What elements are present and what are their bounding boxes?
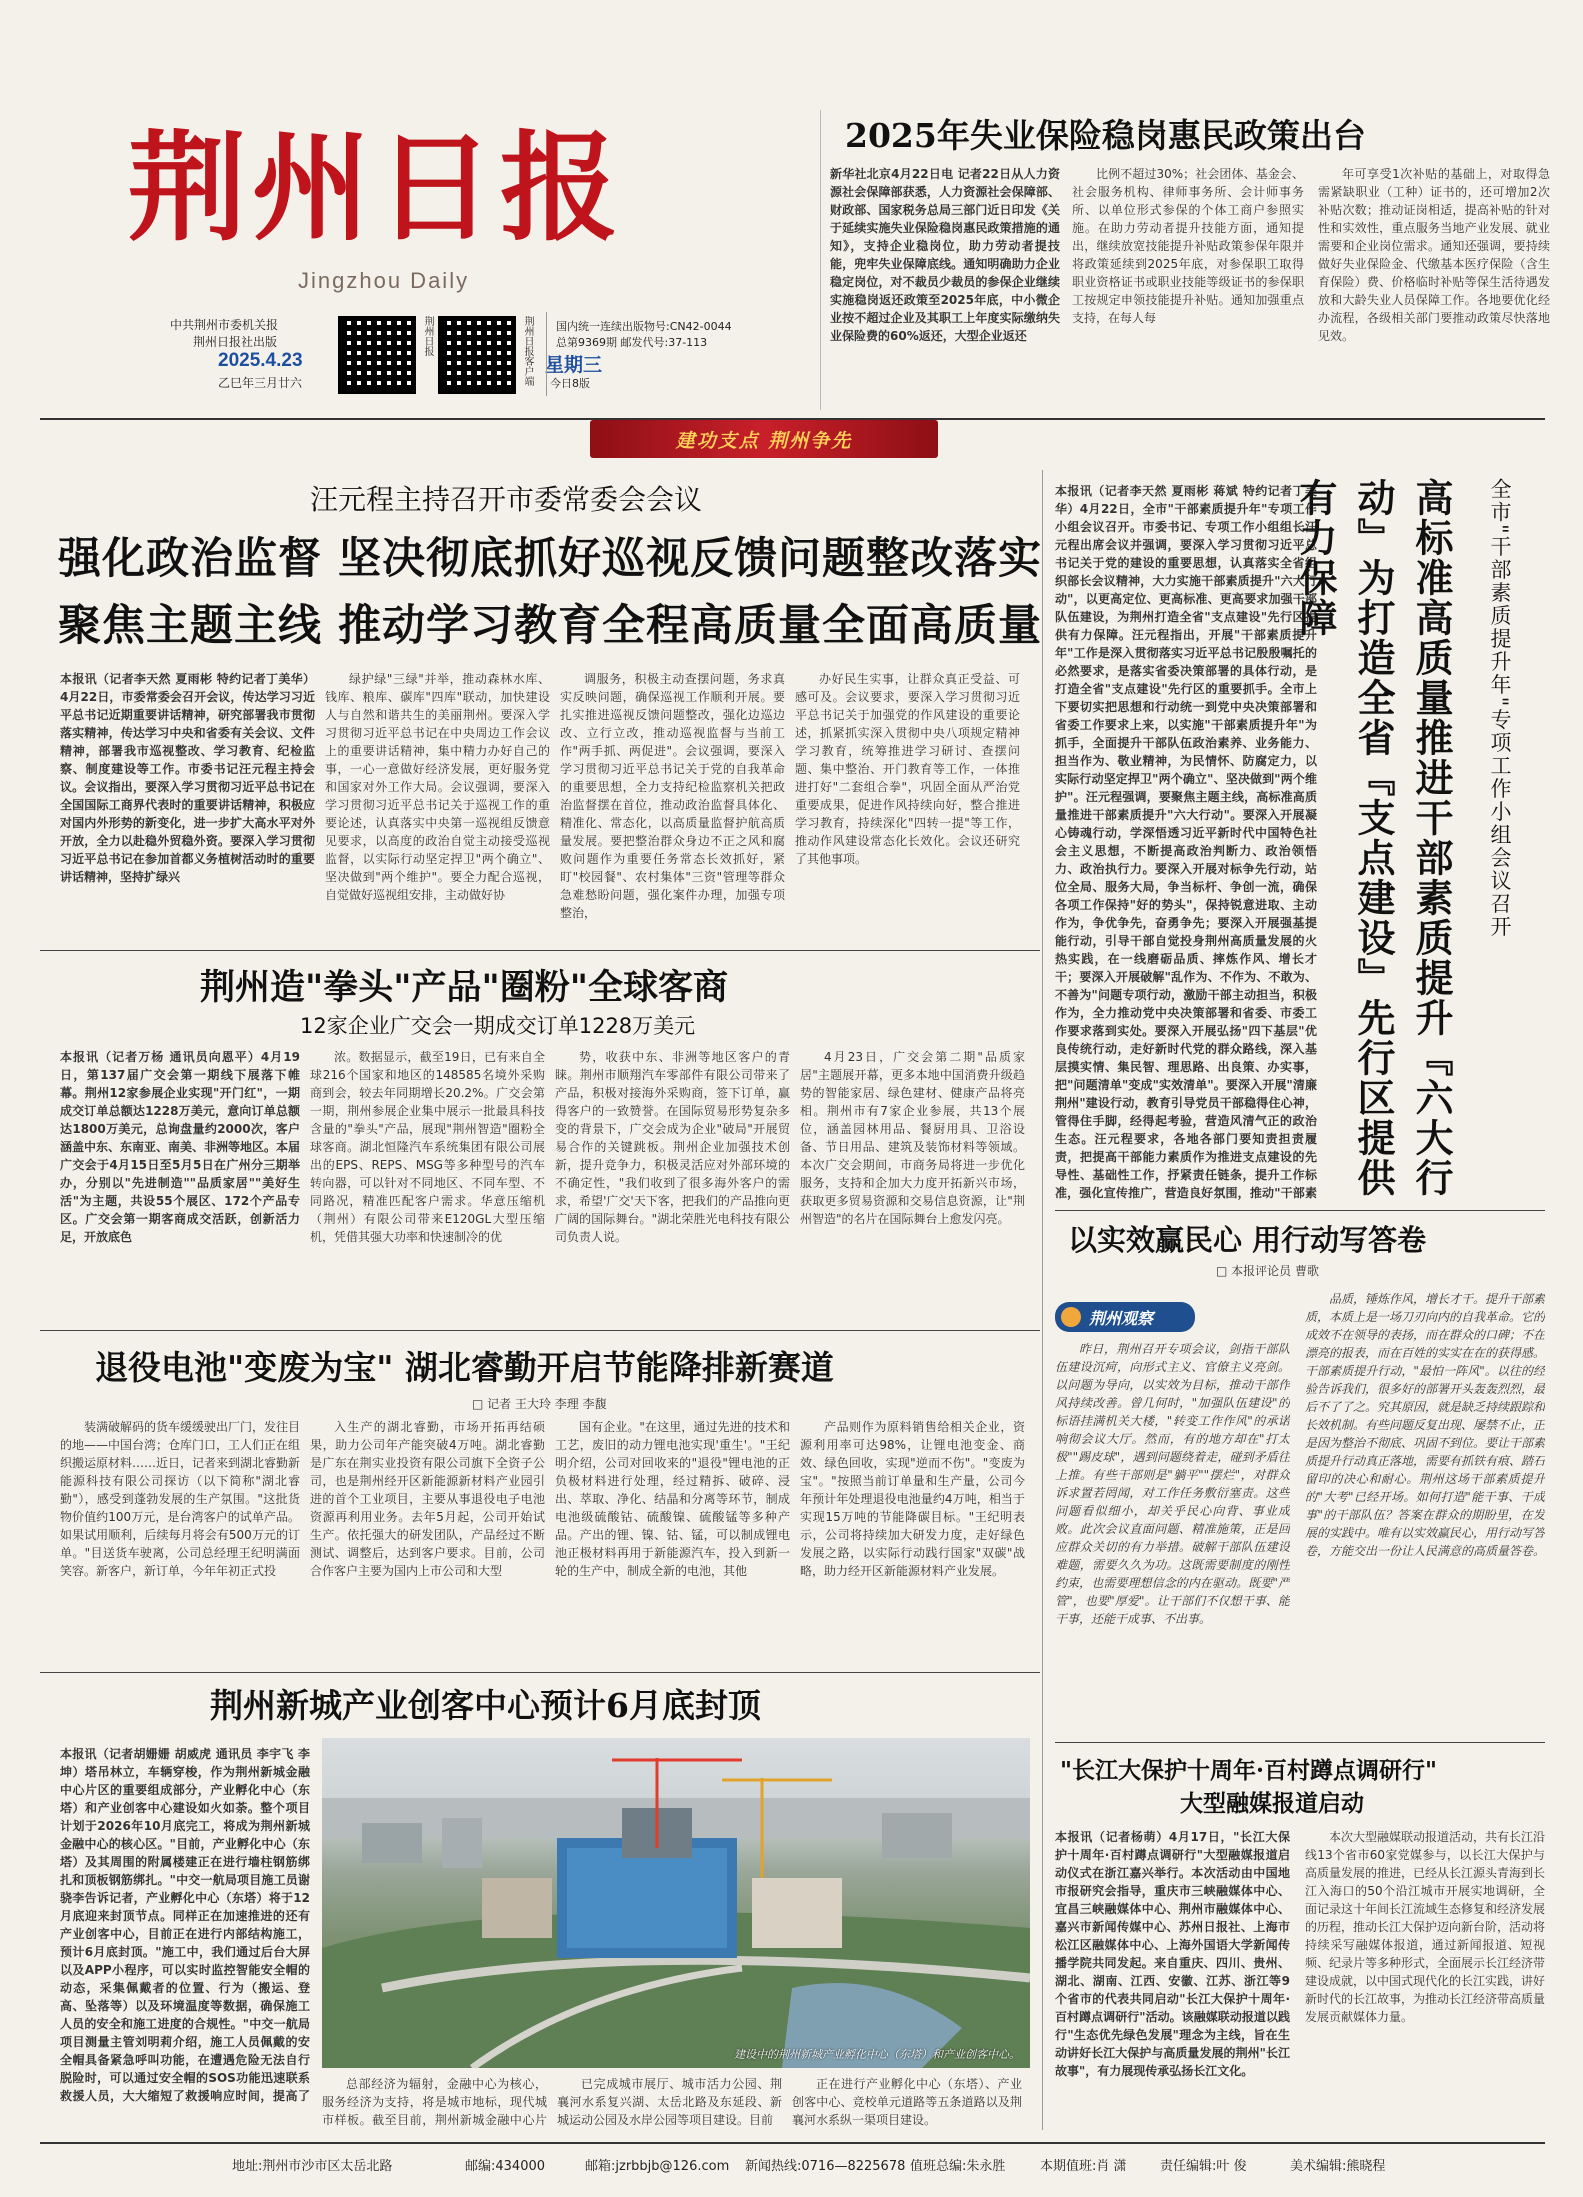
article-innovation-col3 xyxy=(557,2075,782,2129)
slogan-banner xyxy=(590,420,938,458)
headline-yangtze-2: 大型融媒报道启动 xyxy=(1180,1790,1364,1817)
qr-label-newspaper: 荆州日报 xyxy=(422,316,433,356)
photo-caption: 建设中的荆州新城产业孵化中心（东塔）和产业创客中心。 xyxy=(734,2048,1020,2061)
lunar-date: 乙巳年三月廿六 xyxy=(218,376,303,390)
article-text: 品质，锤炼作风，增长才干。提升干部素质，本质上是一场刀刃向内的自我革命。它的成效不在领导的表扬，而在群众的口碑；不在漂亮的报表，而在百姓的实实在在的获得感。干部素质提升行动，"最怕一阵风"。以往的经验告诉我们，很多好的部署开头轰轰烈烈，最后不了了之。究其原因，就是缺乏持续跟踪和长效机制。有些问题反复出现、屡禁不止，正是因为整治不彻底、巩固不到位。要让干部素质提升行动真正落地，需要有抓铁有痕、踏石留印的决心和耐心。荆州这场干部素质提升的"大考"已经开场。如何打造"能干事、干成事"的干部队伍？答案在群众的期盼里，在发展的实践中。唯有以实效赢民心，用行动写答卷，方能交出一份让人民满意的高质量答卷。 xyxy=(1305,1292,1545,1558)
issue-date: 2025.4.23 xyxy=(218,350,303,371)
article-text: 新华社北京4月22日电 记者22日从人力资源社会保障部获悉，人力资源社会保障部、财政部、国家税务总局三部门近日印发《关于延续实施失业保险稳岗惠民政策措施的通知》，支持企业稳岗位，助力劳动者提技能，兜牢失业保障底线。通知明确助力企业稳定岗位，对不裁员少裁员的参保企业继续实施稳岗返还政策至2025年底，中小微企业按不超过企业及其职工上年度实际缴纳失业保险费的60%返还，大型企业返还 xyxy=(830,167,1060,343)
article-text: 已完成城市展厅、城市活力公园、荆襄河水系复兴湖、太岳北路及东延段、新城运动公园及水岸公园等项目建设。目前 xyxy=(557,2077,782,2127)
footer-hotline: 新闻热线:0716—8225678 xyxy=(745,2159,906,2174)
footer-duty-editor: 本期值班:肖 潇 xyxy=(1040,2159,1127,2174)
article-text: 本次大型融媒联动报道活动，共有长江沿线13个省市60家党媒参与，以长江大保护与高质量发展的推进，已经从长江源头青海到长江入海口的50个沿江城市开展实地调研，全面记录这十年间长江流域生态修复和经济发展的历程，推动长江大保护迈向新台阶，活动将持续采写融媒体报道，通过新闻报道、短视频、纪录片等多种形式，全面展示长江经济带建设成就，以中国式现代化的长江实践，讲好新时代的长江故事，为推动长江经济带高质量发展贡献媒体力量。 xyxy=(1305,1830,1545,2024)
article-committee-col3 xyxy=(560,670,785,940)
page-count: 今日8版 xyxy=(550,377,590,390)
article-cadre xyxy=(1055,482,1317,1202)
footer-address: 地址:荆州市沙市区太岳北路 xyxy=(232,2159,393,2174)
article-innovation-col4 xyxy=(792,2075,1022,2129)
article-battery-col1 xyxy=(60,1418,300,1663)
footer-email: 邮箱:jzrbbjb@126.com xyxy=(585,2159,730,2174)
article-boxing-col1 xyxy=(60,1048,300,1318)
article-commentary-col2 xyxy=(1305,1290,1545,1735)
publisher-line-2: 荆州日报社出版 xyxy=(193,335,278,349)
article-text: 本报讯（记者胡姗姗 胡威虎 通讯员 李宇飞 李坤）塔吊林立，车辆穿梭，作为荆州新城金融中心片区的重要组成部分，产业孵化中心（东塔）和产业创客中心建设如火如荼。整个项目计划于2026年10月底完工，将成为荆州新城金融中心的核心区。"目前，产业孵化中心（东塔）及其周围的附属楼建正在进行墙柱钢筋绑扎和顶板钢筋绑扎。"中交一航局项目施工员谢骁李告诉记者，产业孵化中心（东塔）将于12月底迎来封顶节点。同样正在加速推进的还有产业创客中心，目前正在进行内部结构施工，预计6月底封顶。"施工中，我们通过后台大屏以及APP小程序，可以实时监控智能安全帽的动态，采集佩戴者的位置、行为（搬运、登高、坠落等）以及环境温度等数据，确保施工人员的安全和施工进度的合规性。"中交一航局项目测量主管刘明莉介绍，施工人员佩戴的安全帽具备紧急呼叫功能，在遭遇危险无法自行脱险时，可以通过安全帽的SOS功能迅速联系救援人员，大大缩短了救援响应时间，提高了 xyxy=(60,1747,310,2103)
footer-postcode: 邮编:434000 xyxy=(465,2159,546,2174)
article-text: 入生产的湖北睿勤，市场开拓再结硕果，助力公司年产能突破4万吨。湖北睿勤是广东在荆实业投资有限公司旗下全资子公司，也是荆州经开区新能源新材料产业园引进的首个工业项目，主要从事退役电子电池资源再利用业务。去年5月起，公司开始试生产。依托强大的研发团队，产品经过不断测试、调整后，达到客户要求。目前，公司合作客户主要为国内上市公司和大型 xyxy=(310,1420,545,1578)
headline-commentary: 以实效赢民心 用行动写答卷 xyxy=(1068,1223,1427,1257)
kicker-cadre: 全市"干部素质提升年"专项工作小组会议召开 xyxy=(1488,478,1512,939)
article-battery-col4 xyxy=(800,1418,1025,1663)
article-text: 4月23日，广交会第二期"品质家居"主题展开幕，更多本地中国消费升级趋势的智能家居、绿色建材、健康产品将亮相。荆州市有7家企业参展，共13个展位，涵盖园林用品、餐厨用具、卫浴设备、节日用品、建筑及装饰材料等领域。本次广交会期间，市商务局将进一步优化服务，支持和企加大力度开拓新兴市场，获取更多贸易资源和交易信息资源，让"荆州智造"的名片在国际舞台上愈发闪亮。 xyxy=(800,1050,1025,1226)
footer-editor: 责任编辑:叶 俊 xyxy=(1160,2159,1247,2174)
column-tag-text: 荆州观察 xyxy=(1089,1309,1154,1328)
article-battery-col2 xyxy=(310,1418,545,1663)
article-innovation-col1 xyxy=(60,1745,310,2105)
byline-battery: □ 记者 王大玲 李理 李馥 xyxy=(472,1397,607,1411)
article-text: 比例不超过30%；社会团体、基金会、社会服务机构、律师事务所、会计师事务所、以单位形式参保的个体工商户参照实施。在助力劳动者提升技能方面，通知提出，继续放宽技能提升补贴政策参保年限并将政策延续到2025年底，对参保职工取得职业资格证书或职业技能等级证书的参保职工按规定申领技能提升补贴。通知加强重点支持，在每人每 xyxy=(1072,167,1304,325)
article-text: 装满破解码的货车缓缓驶出厂门，发往目的地——中国台湾；仓库门口，工人们正在组织搬运原材料……近日，记者来到湖北睿勤新能源科技有限公司探访（以下简称"湖北睿勤"），感受到蓬勃发展的生产氛围。"这批货物价值约100万元，是台湾客户的试单产品。如果试用顺利，后续每月将会有500万元的订单。"目送货车驶离，公司总经理王纪明满面笑容。新客户，新订单，今年年初正式投 xyxy=(60,1420,300,1578)
article-text: 办好民生实事，让群众真正受益、可感可及。会议要求，要深入学习贯彻习近平总书记关于加强党的作风建设的重要论述，抓紧抓实深入贯彻中央八项规定精神学习教育，统筹推进学习研讨、查摆问题、集中整治、开门教育等工作，一体推进打好"二套组合拳"，巩固全面从严治党重要成果，促进作风持续向好，整合推进学习教育，持续深化"四转一提"等工作，推动作风建设常态化长效化。会议还研究了其他事项。 xyxy=(795,672,1020,866)
article-text: 浓。数据显示，截至19日，已有来自全球216个国家和地区的148585名境外采购商到会，较去年同期增长20.2%。广交会第一期，荆州参展企业集中展示一批最具科技含量的"拳头"产品，展现"荆州智造"圈粉全球客商。湖北恒隆汽车系统集团有限公司展出的EPS、REPS、MSG等多种型号的汽车转向器，可以针对不同地区、不同车型、不同路况，精准匹配客户需求。华意压缩机（荆州）有限公司带来E120GL大型压缩机，凭借其强大功率和快速制冷的优 xyxy=(310,1050,545,1244)
article-committee-col2 xyxy=(325,670,550,940)
headline-battery: 退役电池"变废为宝" 湖北睿勤开启节能降排新赛道 xyxy=(95,1348,834,1387)
issue-line: 总第9369期 邮发代号:37-113 xyxy=(556,336,708,349)
article-text: 势，收获中东、非洲等地区客户的青睐。荆州市顺翔汽车零部件有限公司带来了产品，积极对接海外采购商，签下订单，赢得客户的一致赞誉。在国际贸易形势复杂多变的背景下，广交会成为企业"破局"开展贸易合作的关键跳板。荆州企业加强技术创新，提升竞争力，积极灵活应对外部环境的不确定性，"我们收到了很多海外客户的需求，希望'广交'天下客，把我们的产品推向更广阔的国际舞台。"湖北荣胜光电科技有限公司负责人说。 xyxy=(555,1050,790,1244)
article-text: 本报讯（记者杨萌）4月17日，"长江大保护十周年·百村蹲点调研行"大型融媒报道启动仪式在浙江嘉兴举行。本次活动由中国地市报研究会指导，重庆市三峡融媒体中心、宜昌三峡融媒体中心、荆州市融媒体中心、嘉兴市新闻传媒中心、苏州日报社、上海市松江区融媒体中心、上海外国语大学新闻传播学院共同发起。来自重庆、四川、贵州、湖北、湖南、江西、安徽、江苏、浙江等9个省市的代表共同启动"长江大保护十周年·百村蹲点调研行"活动。该融媒联动报道以践行"生态优先绿色发展"理念为主线，旨在生动讲好长江大保护与高质量发展的荆州"长江故事"，有力展现传承弘扬长江文化。 xyxy=(1055,1830,1290,2078)
article-boxing-col2 xyxy=(310,1048,545,1318)
byline-commentary: □ 本报评论员 曹歌 xyxy=(1216,1264,1319,1278)
publisher-line-1: 中共荆州市委机关报 xyxy=(170,318,279,332)
subhead-boxing: 12家企业广交会一期成交订单1228万美元 xyxy=(300,1014,696,1038)
headline-unemployment: 2025年失业保险稳岗惠民政策出台 xyxy=(845,116,1366,155)
article-text: 调服务，积极主动查摆问题，务求真实反映问题，确保巡视工作顺利开展。要扎实推进巡视反馈问题整改，强化边巡边改、立行立改，推动巡视监督与当前工作"两手抓、两促进"。会议强调，要深入学习贯彻习近平总书记关于党的自我革命的重要思想，全力支持纪检监察机关把政治监督摆在首位，推动政治监督具体化、精准化、常态化，以高质量监督护航高质量发展。要把整治群众身边不正之风和腐败问题作为重要任务常态长效抓好，紧盯"校园餐"、农村集体"三资"管理等群众急难愁盼问题，强化案件办理，加强专项整治， xyxy=(560,672,785,920)
kicker-standing-committee: 汪元程主持召开市委常委会会议 xyxy=(310,483,703,516)
article-boxing-col3 xyxy=(555,1048,790,1318)
article-innovation-col2 xyxy=(322,2075,547,2129)
qr-code-app xyxy=(438,316,516,394)
article-text: 产品则作为原料销售给相关企业，资源利用率可达98%，让锂电池变金、商效、绿色回收，实现"逆而不伤"。"变废为宝"。"按照当前订单量和生产量，公司今年预计年处理退役电池量约4万吨，相当于实现15万吨的节能降碳目标。"王纪明表示，公司将持续加大研发力度，走好绿色发展之路，以实际行动践行国家"双碳"战略，助力经开区新能源材料产业发展。 xyxy=(800,1420,1025,1578)
article-text: 本报讯（记者李天然 夏雨彬 蒋斌 特约记者丁美华）4月22日，全市"干部素质提升年"专项工作小组会议召开。市委书记、专项工作小组组长汪元程出席会议并强调，要深入学习贯彻习近平总书记关于党的建设的重要思想，认真落实全省组织部长会议精神，大力实施干部素质提升"六大行动"，以更高定位、更高标准、更高要求加强干部队伍建设，为荆州打造全省"支点建设"先行区提供有力保障。汪元程指出，开展"干部素质提升年"工作是深入贯彻落实习近平总书记殷殷嘱托的必然要求，是落实省委决策部署的具体行动，是打造全省"支点建设"先行区的重要抓手。全市上下要切实把思想和行动统一到党中央决策部署和省委工作要求上来，以实施"干部素质提升年"为抓手，全面提升干部队伍政治素养、业务能力、担当作为、敬业精神，为民情怀、防腐定力，以实际行动坚定捍卫"两个确立"、坚决做到"两个维护"。汪元程强调，要聚焦主题主线，高标准高质量推进干部素质提升"六大行动"。要深入开展凝心铸魂行动，学深悟透习近平新时代中国特色社会主义思想，不断提高政治判断力、政治领悟力、政治执行力。要深入开展对标争先行动，站位全局、服务大局，争当标杆、争创一流，确保各项工作保持"好的势头"，保持锐意进取、主动作为，争优争先，奋勇争先；要深入开展强基提能行动，引导干部自觉投身荆州高质量发展的火热实践，在一线磨砺品质、摔炼作风、增长才干；要深入开展破解"乱作为、不作为、不敢为、不善为"问题专项行动，激励干部主动担当，积极作为，全力推动党中央决策部署和省委、市委工作要求落到实处。要深入开展弘扬"四下基层"优良传统行动，走好新时代党的群众路线，深入基层摸实情、集民智、理思路、出良策、办实事，把"问题清单"变成"实效清单"。要深入开展"清廉荆州"建设行动，教育引导党员干部稳得住心神，管得住手脚，经得起考验，营造风清气正的政治生态。汪元程要求，各地各部门要知责担责履责，把提高干部能力素质作为推进支点建设的先导性、基础性工作，抒紧责任链条，提升工作标准，强化宣传推广，营造良好氛围，推动"干部素 xyxy=(1055,484,1317,1200)
headline-boxing: 荆州造"拳头"产品"圈粉"全球客商 xyxy=(200,967,728,1008)
article-committee-col4 xyxy=(795,670,1020,940)
headline-yangtze-1: "长江大保护十周年·百村蹲点调研行" xyxy=(1060,1757,1437,1784)
article-text: 年可享受1次补贴的基础上，对取得急需紧缺职业（工种）证书的，还可增加2次补贴次数；推动证岗相适，提高补贴的针对性和实效性，重点服务当地产业发展、就业需要和企业岗位需求。通知还强调，要持续做好失业保险金、代缴基本医疗保险（含生育保险）费、价格临时补贴等保生活待遇发放和大龄失业人员保障工作。各地要优化经办流程，各级相关部门要推动政策尽快落地见效。 xyxy=(1318,167,1550,343)
qr-code-newspaper xyxy=(338,316,416,394)
qr-label-app: 荆州日报客户端 xyxy=(522,316,533,386)
article-text: 总部经济为辐射，金融中心为核心，服务经济为支持，将是城市地标，现代城市样板。截至目前，荆州新城金融中心片 xyxy=(322,2077,547,2127)
headline-standing-committee-2: 聚焦主题主线 推动学习教育全程高质量全面高质量 xyxy=(58,601,1042,651)
article-text: 正在进行产业孵化中心（东塔）、产业创客中心、竞校单元道路等五条道路以及荆襄河水系纵一渠项目建设。 xyxy=(792,2077,1022,2127)
article-unemployment-col2 xyxy=(1072,165,1304,410)
article-battery-col3 xyxy=(555,1418,790,1663)
masthead-subtitle: Jingzhou Daily xyxy=(298,268,470,293)
article-text: 本报讯（记者万杨 通讯员向恩平）4月19日，第137届广交会第一期线下展落下帷幕。荆州12家参展企业实现"开门红"，一期成交订单总额达1228万美元，意向订单总额达1800万美元，总询盘量约2000次，客户涵盖中东、东南亚、南美、非洲等地区。本届广交会于4月15日至5月5日在广州分三期举办，分别以"先进制造""品质家居""美好生活"为主题，共设55个展区、172个产品专区。广交会第一期客商成交活跃，创新活力足，开放底色 xyxy=(60,1050,300,1244)
article-unemployment-col3 xyxy=(1318,165,1550,410)
article-committee-col1 xyxy=(60,670,315,940)
column-tag-badge xyxy=(1055,1302,1195,1332)
article-yangtze-col2 xyxy=(1305,1828,1545,2128)
column-tag-icon xyxy=(1061,1307,1081,1327)
slogan-text: 建功支点 荆州争先 xyxy=(675,430,853,452)
article-text: 昨日，荆州召开专项会议，剑指干部队伍建设沉疴，向形式主义、官僚主义亮剑。以问题为导向，以实效为目标，推动干部作风持续改善。曾几何时，"加强队伍建设"的标语挂满机关大楼，"转变工作作风"的承诺响彻会议大厅。然而，有的地方却在"打太极""踢皮球"，遇到问题绕着走，碰到矛盾往上推。有些干部则是"躺平""摆烂"，对群众诉求置若罔闻，对工作任务敷衍塞责。这些问题看似细小，却关乎民心向背、事业成败。此次会议直面问题、精准施策，正是回应群众关切的有力举措。破解干部队伍建设难题，需要久久为功。这既需要制度的刚性约束，也需要理想信念的内在驱动。既要"严管"，也要"厚爱"。让干部们不仅想干事、能干事，还能干成事、不出事。 xyxy=(1055,1342,1290,1626)
headline-standing-committee-1: 强化政治监督 坚决彻底抓好巡视反馈问题整改落实 xyxy=(58,534,1042,584)
article-yangtze-col1 xyxy=(1055,1828,1290,2128)
article-boxing-col4 xyxy=(800,1048,1025,1318)
construction-photo xyxy=(322,1738,1030,2068)
weekday: 星期三 xyxy=(545,354,603,376)
article-text: 本报讯（记者李天然 夏雨彬 特约记者丁美华）4月22日，市委常委会召开会议，传达学习习近平总书记近期重要讲话精神，研究部署我市贯彻落实精神，传达学习中央和省委有关会议、文件精神，部署我市巡视整改、学习教育、纪检监察、制度建设等工作。市委书记汪元程主持会议。会议指出，要深入学习贯彻习近平总书记在全国国际工商界代表时的重要讲话精神，积极应对国内外形势的新变化，进一步扩大高水平对外开放，全力以赴稳外贸稳外资。要深入学习贯彻习近平总书记在参加首都义务植树活动时的重要讲话精神，坚持扩绿兴 xyxy=(60,672,315,884)
article-unemployment-col1 xyxy=(830,165,1060,410)
article-text: 绿护绿"三绿"并举，推动森林水库、钱库、粮库、碳库"四库"联动，加快建设人与自然和谐共生的美丽荆州。要深入学习贯彻习近平总书记在中央周边工作会议上的重要讲话精神，集中精力办好自己的事，一心一意做好经济发展，更好服务党和国家对外工作大局。会议强调，要深入学习贯彻习近平总书记关于巡视工作的重要论述，认真落实中央第一巡视组反馈意见要求，以高度的政治自觉主动接受巡视监督，以实际行动坚定捍卫"两个确立"、坚决做到"两个维护"。要全力配合巡视，自觉做好巡视组安排，主动做好协 xyxy=(325,672,550,902)
masthead-title: 荆州日报 xyxy=(128,118,625,257)
footer-chief-editor: 值班总编:朱永胜 xyxy=(910,2159,1006,2174)
headline-cadre: 高标准高质量推进干部素质提升『六大行动』为打造全省『支点建设』先行区提供有力保障 xyxy=(1293,478,1454,1198)
article-commentary-col1 xyxy=(1055,1340,1290,1735)
issn-line: 国内统一连续出版物号:CN42-0044 xyxy=(556,320,732,333)
footer-art-editor: 美术编辑:熊晓程 xyxy=(1290,2159,1386,2174)
construction-photo-illustration xyxy=(322,1738,1030,2068)
headline-innovation: 荆州新城产业创客中心预计6月底封顶 xyxy=(210,1686,761,1725)
article-text: 国有企业。"在这里，通过先进的技术和工艺，废旧的动力锂电池实现'重生'。"王纪明介绍，公司对回收来的"退役"锂电池的正负极材料进行处理，经过精拆、破碎、浸出、萃取、净化、结晶和分离等环节，制成电池级硫酸钴、硫酸镍、硫酸锰等多种产品。产出的锂、镍、钴、锰，可以制成锂电池正极材料再用于新能源汽车，投入到新一轮的生产中，制成全新的电池，其他 xyxy=(555,1420,790,1578)
